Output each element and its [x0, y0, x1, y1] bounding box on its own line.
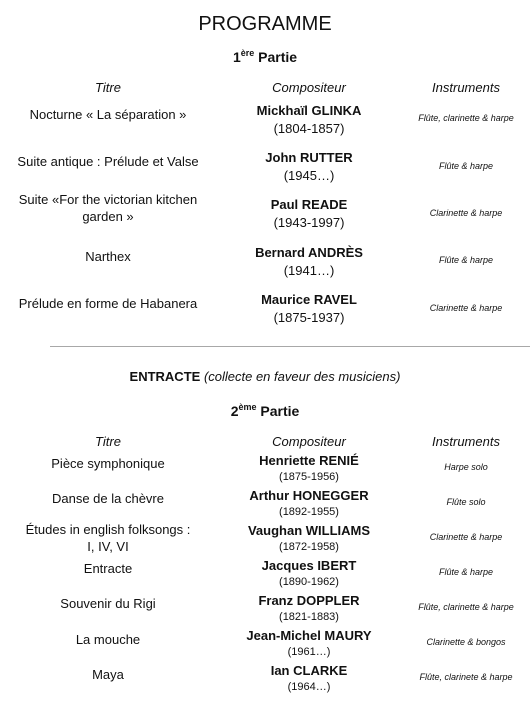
row-title — [0, 560, 216, 577]
composer-name: Jacques IBERT — [261, 558, 357, 573]
row-composer-block — [216, 452, 402, 486]
row-title — [0, 455, 216, 472]
part2-heading-sup: ème — [238, 402, 257, 412]
title-line: La mouche — [75, 632, 141, 647]
title-line: Souvenir du Rigi — [60, 596, 156, 611]
part2-col-titre: Titre — [95, 434, 121, 449]
composer-name: Vaughan WILLIAMS — [247, 523, 371, 538]
row-composer-block — [216, 522, 402, 556]
row-instruments: Flûte solo — [446, 497, 486, 507]
part1-col-compositeur: Compositeur — [272, 80, 346, 95]
composer-name: Mickhaïl GLINKA — [256, 103, 362, 118]
composer-dates: (1821-1883) — [279, 611, 339, 623]
row-instruments: Clarinette & harpe — [429, 303, 503, 313]
row-composer-block — [216, 196, 402, 232]
title-line: garden » — [82, 209, 134, 224]
row-composer-block — [216, 627, 402, 661]
composer-dates: (1945…) — [283, 168, 335, 183]
composer-name: Franz DOPPLER — [258, 593, 360, 608]
composer-name: Paul READE — [270, 197, 348, 212]
part2-col-compositeur: Compositeur — [272, 434, 346, 449]
entracte-line — [0, 369, 530, 384]
composer-name: Ian CLARKE — [270, 663, 348, 678]
row-instruments: Flûte & harpe — [438, 161, 494, 171]
title-line: Narthex — [85, 249, 131, 264]
part1-heading-num: 1 — [232, 49, 241, 65]
part2-heading-num: 2 — [230, 403, 239, 419]
row-instruments: Flûte, clarinette & harpe — [418, 113, 514, 123]
composer-dates: (1875-1937) — [273, 310, 345, 325]
row-composer-block — [216, 592, 402, 626]
row-title — [0, 248, 216, 265]
part2-col-instruments: Instruments — [432, 434, 500, 449]
row-instruments: Clarinette & harpe — [429, 208, 503, 218]
entracte-label: ENTRACTE — [129, 369, 201, 384]
part1-col-titre: Titre — [95, 80, 121, 95]
row-composer-block — [216, 487, 402, 521]
part2-heading — [0, 403, 530, 419]
page-title: PROGRAMME — [198, 13, 332, 35]
title-line: I, IV, VI — [87, 539, 129, 554]
composer-name: John RUTTER — [265, 150, 353, 165]
row-title — [0, 153, 216, 170]
row-composer-block — [216, 102, 402, 138]
row-composer-block — [216, 244, 402, 280]
composer-dates: (1875-1956) — [279, 471, 339, 483]
row-composer-block — [216, 557, 402, 591]
row-title — [0, 631, 216, 648]
composer-dates: (1804-1857) — [273, 121, 345, 136]
row-instruments: Flûte & harpe — [438, 567, 494, 577]
title-line: Suite «For the victorian kitchen — [18, 192, 198, 207]
title-line: Entracte — [83, 561, 133, 576]
row-instruments: Flûte, clarinette & harpe — [418, 602, 514, 612]
row-composer-block — [216, 149, 402, 185]
row-instruments: Flûte, clarinete & harpe — [419, 672, 513, 682]
composer-name: Jean-Michel MAURY — [246, 628, 372, 643]
part1-heading-sup: ère — [240, 48, 255, 58]
row-title — [0, 191, 216, 225]
part2-heading-text: Partie — [256, 403, 300, 419]
row-title — [0, 595, 216, 612]
composer-name: Bernard ANDRÈS — [255, 245, 363, 260]
composer-dates: (1892-1955) — [279, 506, 339, 518]
composer-dates: (1964…) — [287, 681, 331, 693]
row-title — [0, 490, 216, 507]
composer-dates: (1872-1958) — [279, 541, 339, 553]
title-line: Suite antique : Prélude et Valse — [17, 154, 199, 169]
row-instruments: Flûte & harpe — [438, 255, 494, 265]
title-line: Nocturne « La séparation » — [29, 107, 187, 122]
title-line: Danse de la chèvre — [51, 491, 164, 506]
part1-col-instruments: Instruments — [432, 80, 500, 95]
composer-dates: (1943-1997) — [273, 215, 345, 230]
composer-dates: (1890-1962) — [279, 576, 339, 588]
composer-name: Henriette RENIÉ — [259, 453, 359, 468]
title-line: Prélude en forme de Habanera — [18, 296, 198, 311]
composer-dates: (1961…) — [287, 646, 331, 658]
entracte-note: (collecte en faveur des musiciens) — [203, 369, 401, 384]
title-line: Études in english folksongs : — [25, 522, 191, 537]
row-composer-block — [216, 662, 402, 696]
row-title — [0, 521, 216, 555]
section-divider — [50, 346, 530, 347]
title-line: Maya — [92, 667, 124, 682]
composer-dates: (1941…) — [283, 263, 335, 278]
row-instruments: Harpe solo — [444, 462, 488, 472]
row-instruments: Clarinette & bongos — [426, 637, 506, 647]
composer-name: Maurice RAVEL — [261, 292, 357, 307]
row-composer-block — [216, 291, 402, 327]
row-title — [0, 666, 216, 683]
composer-name: Arthur HONEGGER — [249, 488, 369, 503]
title-line: Pièce symphonique — [51, 456, 165, 471]
part1-heading — [0, 49, 530, 65]
row-title — [0, 295, 216, 312]
row-instruments: Clarinette & harpe — [429, 532, 503, 542]
part1-heading-text: Partie — [254, 49, 298, 65]
row-title — [0, 106, 216, 123]
